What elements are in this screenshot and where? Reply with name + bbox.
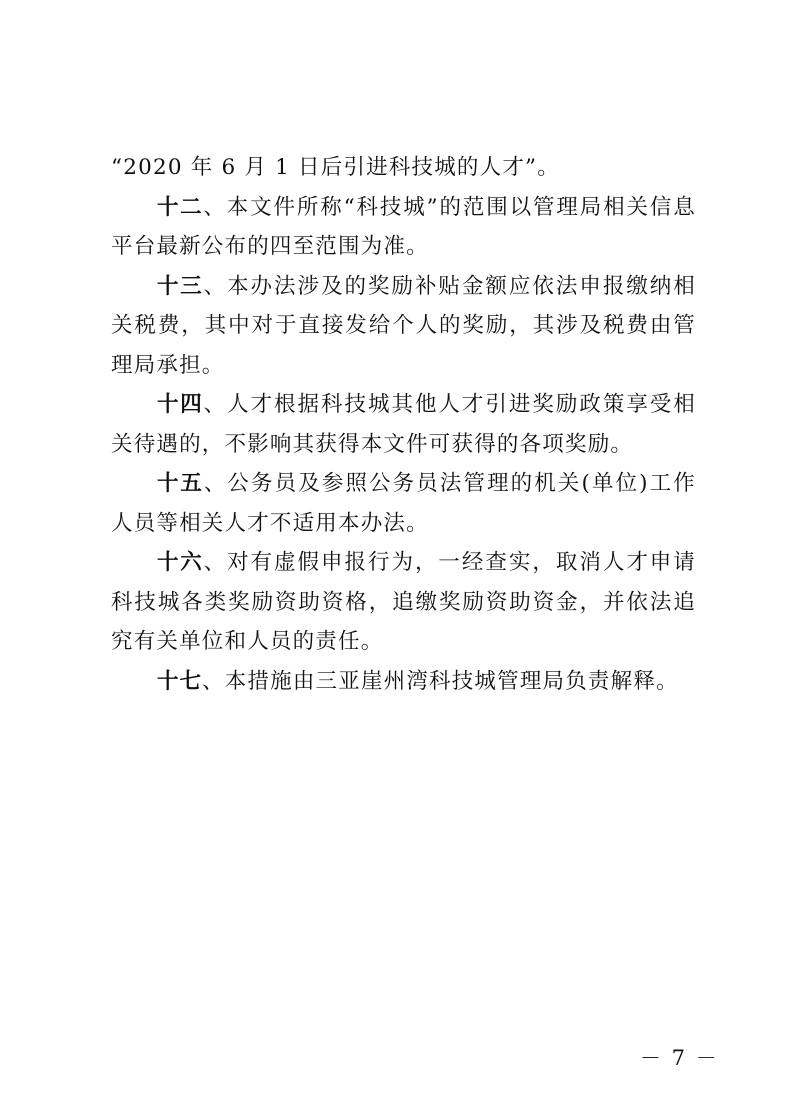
- article-16: [111, 543, 696, 662]
- article-text: 、人才根据科技城其他人才引进奖励政策享受相关待遇的，不影响其获得本文件可获得的各项奖励。: [111, 392, 696, 457]
- paragraph-continuation: [111, 148, 696, 188]
- article-number: 十二: [157, 194, 204, 220]
- article-12: [111, 188, 696, 267]
- article-number: 十六: [157, 550, 204, 575]
- article-text: 、本措施由三亚崖州湾科技城管理局负责解释。: [202, 668, 679, 694]
- article-13: [111, 267, 696, 386]
- article-17: [111, 662, 696, 702]
- page-number: － 7 －: [640, 1046, 719, 1070]
- article-number: 十五: [157, 471, 204, 496]
- document-body: [111, 148, 696, 701]
- article-14: [111, 385, 696, 464]
- paragraph-text: “2020 年 6 月 1 日后引进科技城的人才”。: [111, 155, 560, 180]
- article-text: 、公务员及参照公务员法管理的机关(单位)工作人员等相关人才不适用本办法。: [111, 471, 696, 536]
- article-text: 、本文件所称“科技城”的范围以管理局相关信息平台最新公布的四至范围为准。: [111, 194, 696, 259]
- article-text: 、对有虚假申报行为，一经查实，取消人才申请科技城各类奖励资助资格，追缴奖励资助资金，并依法追究有关单位和人员的责任。: [111, 550, 696, 654]
- article-15: [111, 464, 696, 543]
- article-number: 十三: [157, 273, 204, 299]
- article-number: 十四: [157, 392, 204, 417]
- article-text: 、本办法涉及的奖励补贴金额应依法申报缴纳相关税费，其中对于直接发给个人的奖励，其涉及税费由管理局承担。: [111, 273, 696, 378]
- article-number: 十七: [157, 668, 203, 694]
